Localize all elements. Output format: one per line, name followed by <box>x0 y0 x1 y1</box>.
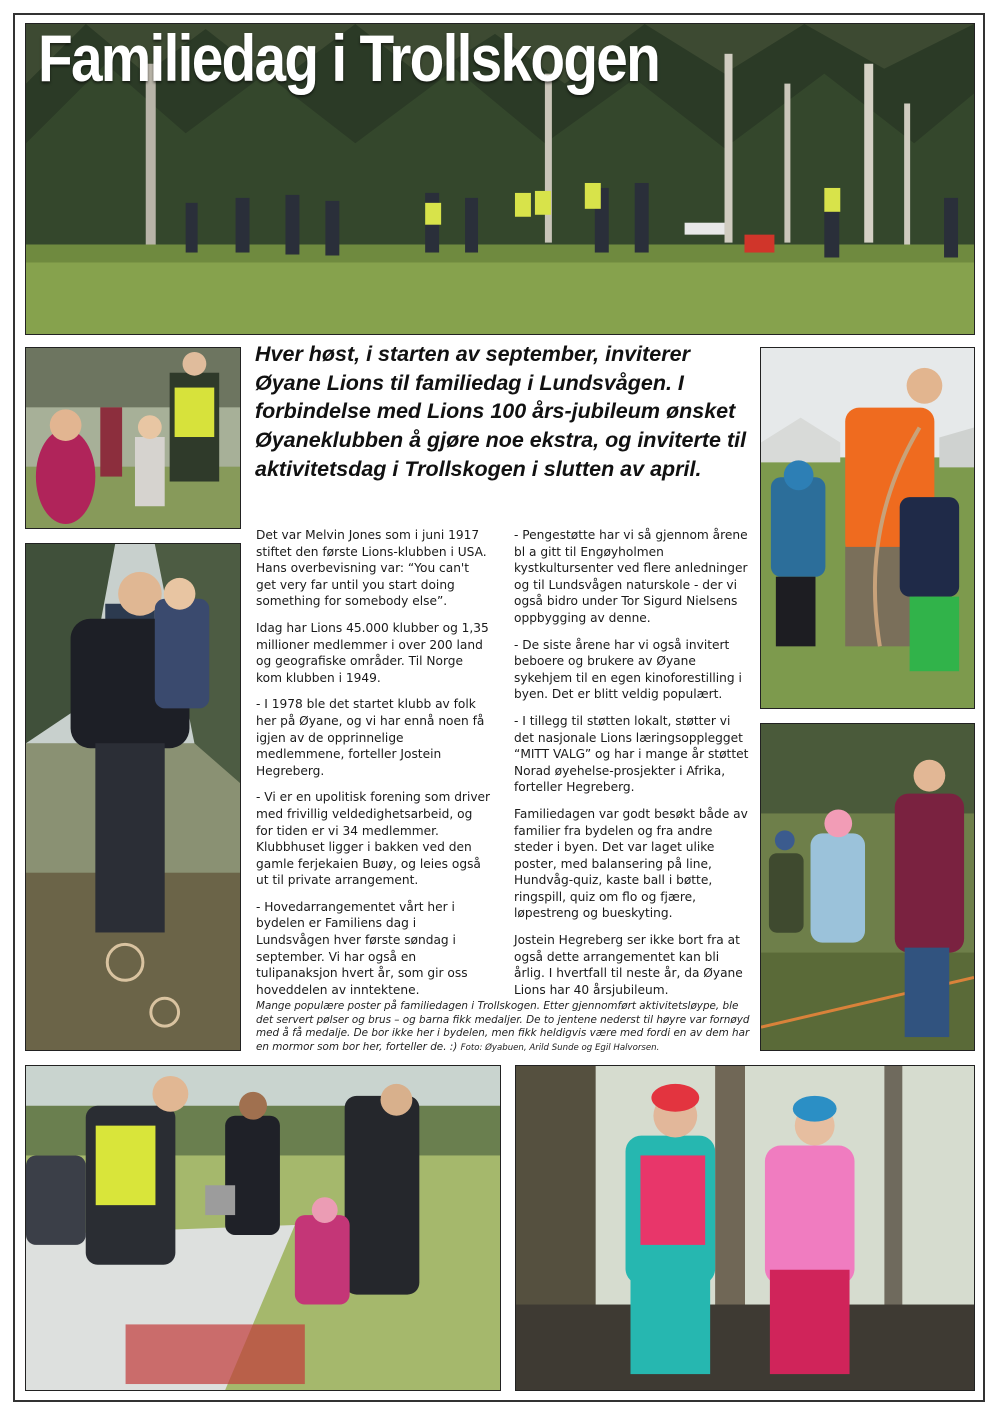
photo-credit: Foto: Øyabuen, Arild Sunde og Egil Halvorsen. <box>460 1042 660 1053</box>
paragraph: - I tillegg til støtten lokalt, støtter vi det nasjonale Lions læringsopplegget “MITT VALG” og har i mange år støttet Norad øyehelse-prosjekter i Afrika, forteller Hegreberg. <box>514 713 749 795</box>
paragraph: - I 1978 ble det startet klubb av folk her på Øyane, og vi har ennå noen få igjen av de opprinnelige medlemmene, forteller Jostein Hegreberg. <box>256 697 485 778</box>
body-column-2 <box>514 527 750 1008</box>
paragraph: - De siste årene har vi også invitert beboere og brukere av Øyane sykehjem til en egen kinoforestilling i byen. Det er blitt veldig populært. <box>514 637 742 702</box>
paragraph: - Hovedarrangementet vårt her i bydelen er Familiens dag i Lundsvågen hver første søndag i september. Vi har også en tulipanaksjon hvert år, som gir oss hoveddelen av inntektene. <box>256 899 468 997</box>
paragraph: Det var Melvin Jones som i juni 1917 stiftet den første Lions-klubben i USA. Hans overbevisning var: “You can't get very far until you start doing something for somebody else”. <box>256 528 487 609</box>
photo-two-girls <box>515 1065 975 1391</box>
paragraph: Jostein Hegreberg ser ikke bort fra at også dette arrangementet kan bli årlig. I hvertfall til neste år, da Øyane Lions har 40 årsjubileum. <box>514 933 743 997</box>
paragraph: - Pengestøtte har vi så gjennom årene bl a gitt til Engøyholmen kystkultursenter ved flere anledninger og til Lundsvågen naturskole - der vi også bidro under Tor Sigurd Nielsens oppbygging av denne. <box>514 528 748 625</box>
paragraph: Familiedagen var godt besøkt både av familier fra bydelen og fra andre steder i byen. Det var laget ulike poster, med balansering på line, Hundvåg-quiz, kaste ball i bøtte, ringspill, quiz om flo og fjære, løpestreng og bueskyting. <box>514 806 748 921</box>
photo-caption <box>256 1000 752 1055</box>
photo-food-table <box>25 1065 501 1391</box>
headline: Familiedag i Trollskogen <box>38 21 660 95</box>
intro-lead: Hver høst, i starten av september, inviterer Øyane Lions til familiedag i Lundsvågen. I forbindelse med Lions 100 års-jubileum ønsket Øyaneklubben å gjøre noe ekstra, og inviterte til aktivitetsdag i Trollskogen i slutten av april. <box>255 342 747 481</box>
paragraph: Idag har Lions 45.000 klubber og 1,35 millioner medlemmer i over 200 land og geografiske områder. Til Norge kom klubben i 1949. <box>256 620 489 685</box>
paragraph: - Vi er en upolitisk forening som driver med frivillig veldedighetsarbeid, og for tiden er vi 34 medlemmer. Klubbhuset ligger i bakken ved den gamle ferjekaien Buøy, og leies også ut til private arrangement. <box>256 790 491 888</box>
body-column-1 <box>256 527 492 1008</box>
photo-family-group <box>25 347 241 529</box>
photo-father-child <box>25 543 241 1051</box>
caption-text: Mange populære poster på familiedagen i Trollskogen. Etter gjennomført aktivitetsløype, ble det servert pølser og brus – og barna fikk medaljer. De to jentene nederst til høyre var fornøyd med å få medalje. De bor ikke her i bydelen, men fikk heldigvis være med fordi en av dem har en mormor som bor her, forteller de. :) <box>256 1000 750 1053</box>
photo-archery <box>760 347 975 709</box>
photo-balancing <box>760 723 975 1051</box>
